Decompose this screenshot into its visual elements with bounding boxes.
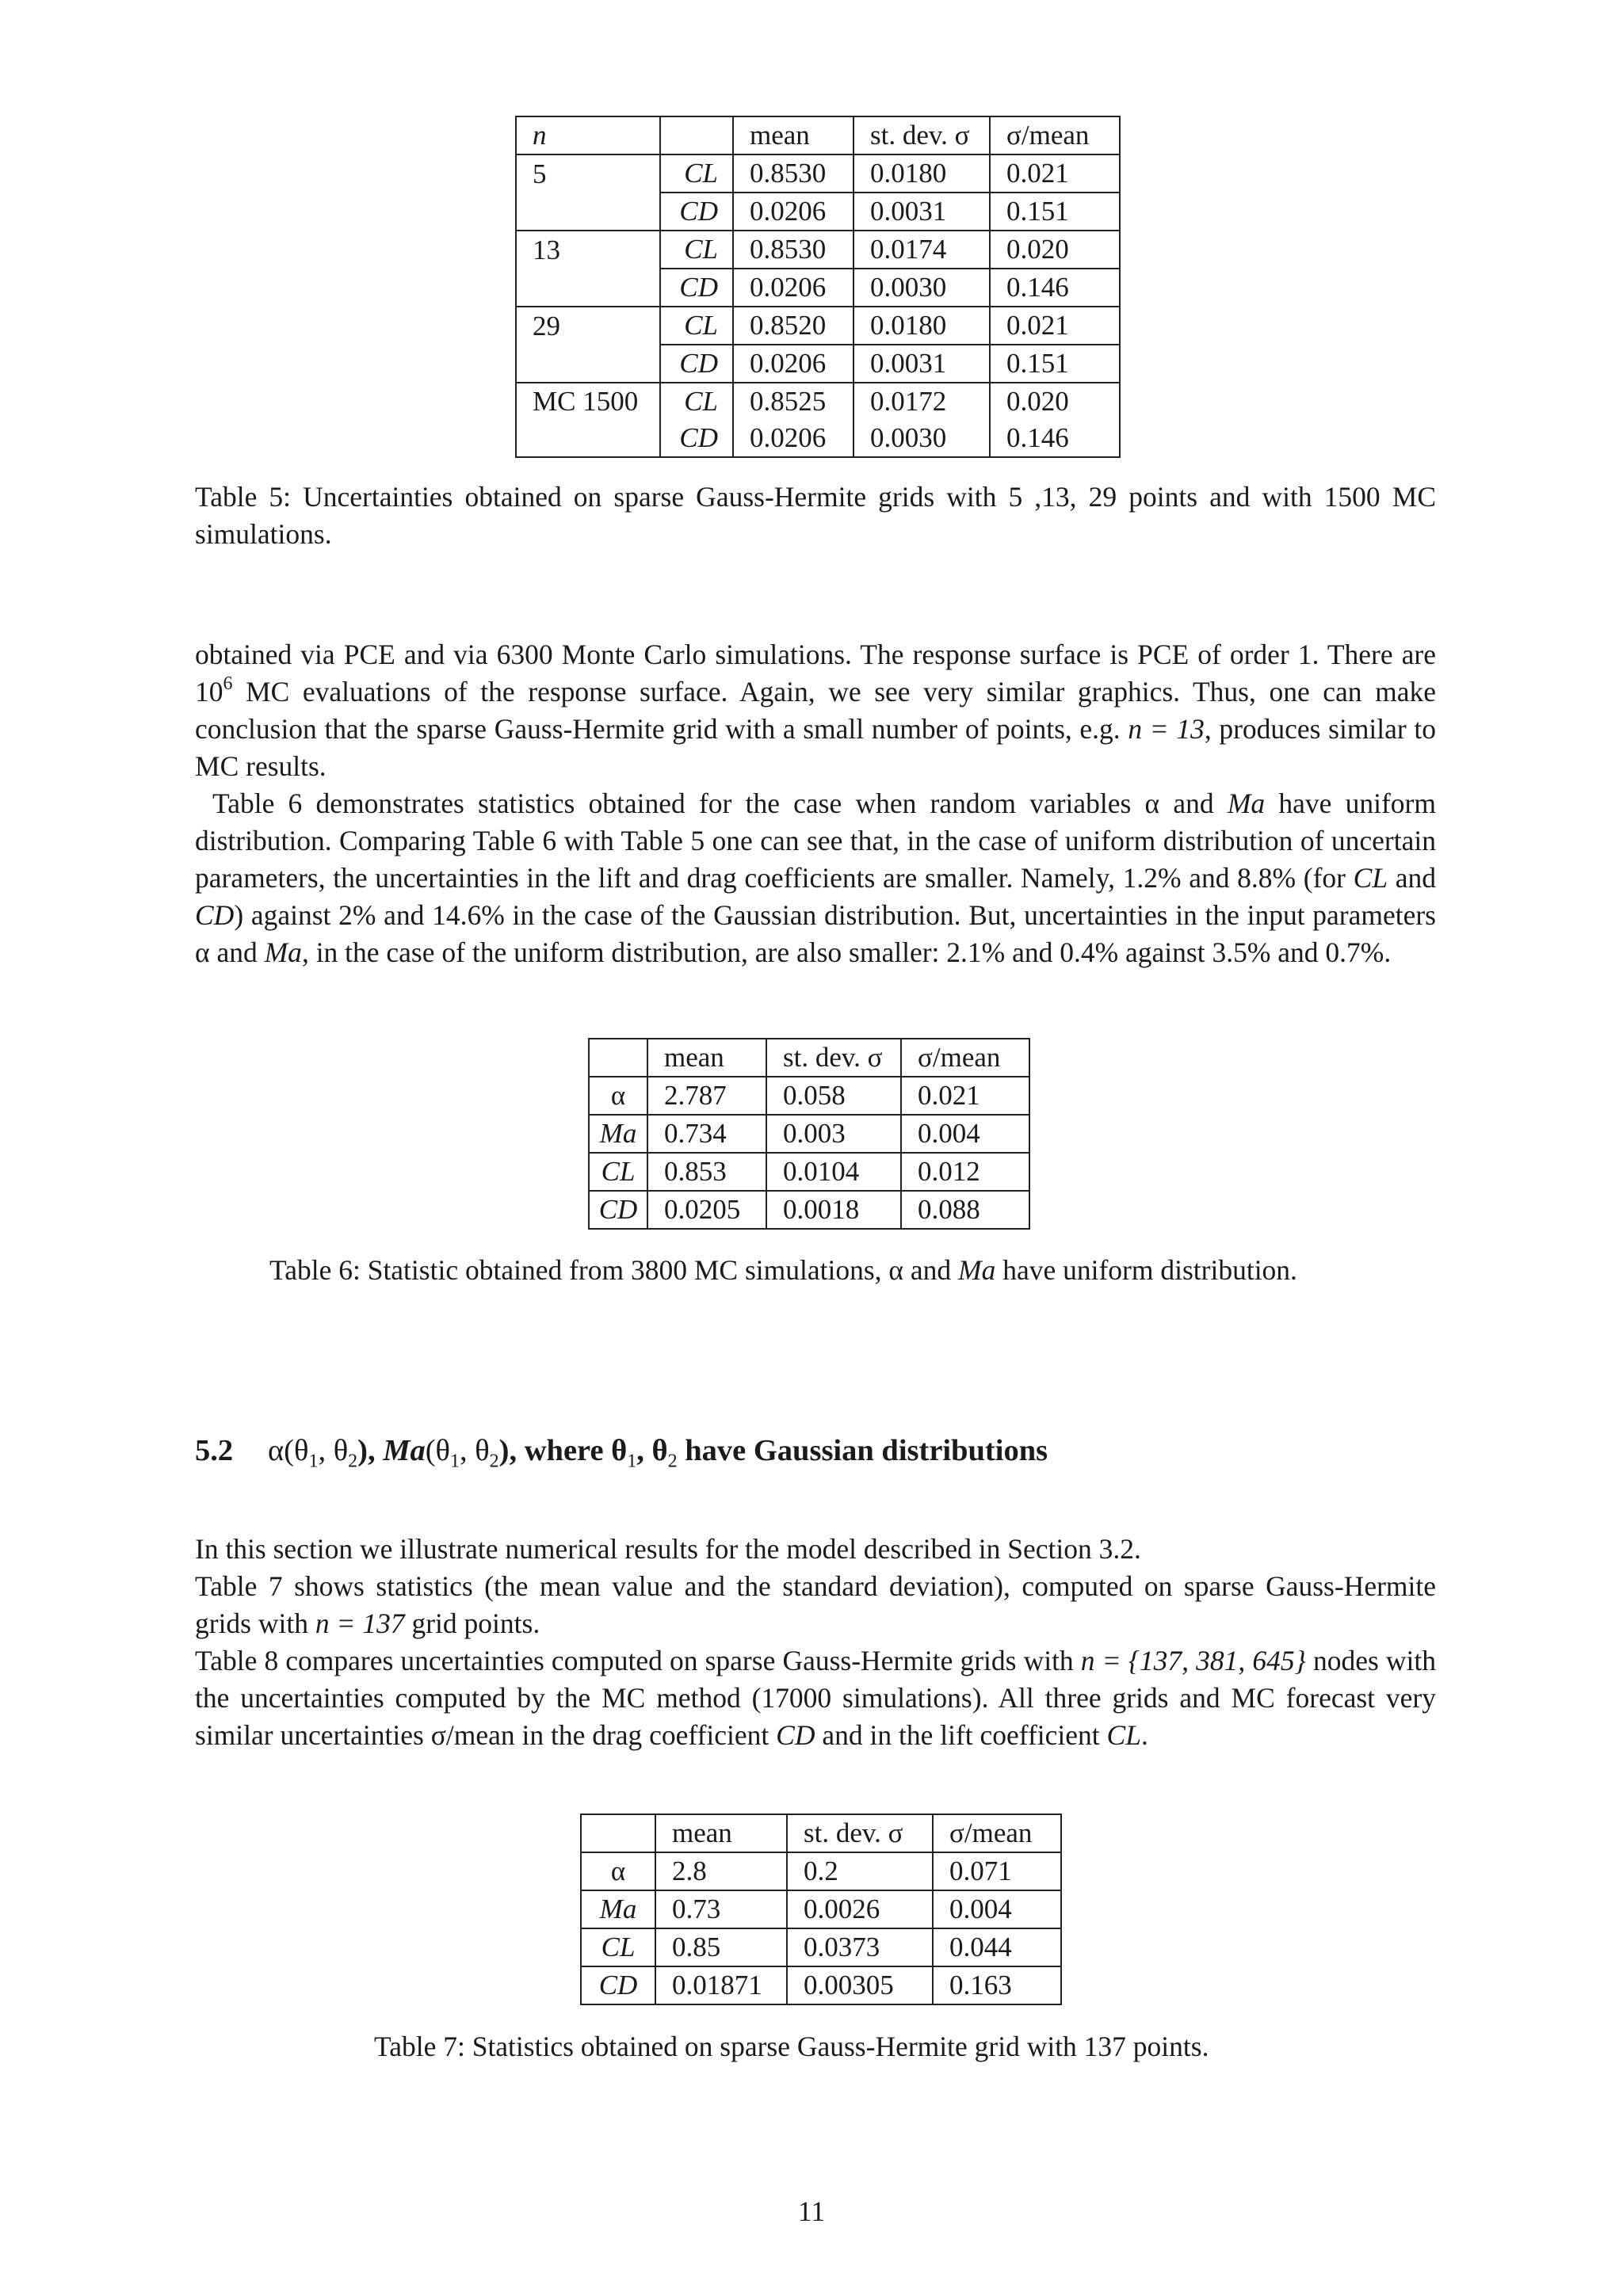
text-run: , θ (459, 1434, 490, 1467)
table-cell: 0.0031 (854, 345, 990, 383)
text-run: have Gaussian distributions (677, 1434, 1048, 1467)
table-header-cell: st. dev. σ (766, 1039, 901, 1077)
table-cell: 0.0206 (733, 193, 854, 231)
table-cell: Ma (589, 1115, 647, 1153)
table-cell: 0.0026 (787, 1890, 933, 1928)
paragraph: In this section we illustrate numerical results for the model described in Section 3.2. (195, 1533, 1141, 1565)
table-6 (588, 1038, 1030, 1230)
table-cell: 0.0206 (733, 420, 854, 457)
table-header-row (589, 1039, 1029, 1077)
table-cell: 0.0206 (733, 345, 854, 383)
table-header-cell: n (516, 116, 660, 154)
math-inline: CD (776, 1719, 815, 1751)
page-number: 11 (797, 2195, 826, 2227)
table-cell: 0.151 (990, 345, 1120, 383)
text-run: α(θ (268, 1434, 309, 1467)
table-row (581, 1890, 1061, 1928)
text-run: have uniform distribution. (995, 1254, 1297, 1286)
table-row (516, 345, 1120, 383)
table-5-caption: Table 5: Uncertainties obtained on sparse Gauss-Hermite grids with 5 ,13, 29 points and with 1500 MC simulations. (195, 481, 1436, 550)
table-row (581, 1852, 1061, 1890)
table-cell: 0.021 (990, 307, 1120, 345)
table-cell: 0.00305 (787, 1966, 933, 2004)
table-cell: 0.8525 (733, 383, 854, 420)
table-cell: CD (660, 269, 733, 307)
table-cell: 29 (516, 307, 660, 345)
text-run: Table 7 shows statistics (the mean value and the standard deviation), computed on sparse Gauss-Hermite grids with (195, 1570, 1436, 1639)
table-cell: 0.0373 (787, 1928, 933, 1966)
text-run: Table 6 demonstrates statistics obtained for the case when random variables α and (212, 788, 1228, 819)
table-cell: CL (660, 307, 733, 345)
table-header-cell (589, 1039, 647, 1077)
math-inline: CL (1353, 862, 1388, 894)
paragraph (195, 1642, 1436, 1754)
table-cell: 0.146 (990, 269, 1120, 307)
table-cell: CL (589, 1153, 647, 1191)
table-cell: 0.012 (901, 1153, 1029, 1191)
table-cell: 0.071 (933, 1852, 1061, 1890)
text-run: , θ (636, 1434, 668, 1467)
table-cell: 0.021 (901, 1077, 1029, 1115)
table-cell: 0.0104 (766, 1153, 901, 1191)
table-cell: 2.8 (655, 1852, 787, 1890)
text-run: , produces similar to MC results. (195, 713, 1436, 782)
table-header-cell: σ/mean (901, 1039, 1029, 1077)
text-run: have uniform distribution. Comparing Table 6 with Table 5 one can see that, in the case of uniform distribution of uncertain parameters, the uncertainties in the lift and drag coefficients are smaller. Namely, 1.2% and 8.8% (for (195, 788, 1436, 894)
table-header-row (516, 116, 1120, 154)
table-cell: 0.853 (647, 1153, 766, 1191)
table-cell: 0.0030 (854, 269, 990, 307)
math-inline: Ma (1227, 788, 1266, 819)
table-cell: α (589, 1077, 647, 1115)
math-inline: CL (1106, 1719, 1141, 1751)
table-cell: CL (581, 1928, 655, 1966)
table-cell: 0.020 (990, 383, 1120, 420)
table-cell: 0.2 (787, 1852, 933, 1890)
table-cell: 0.0030 (854, 420, 990, 457)
table-cell: 0.003 (766, 1115, 901, 1153)
superscript: 6 (223, 673, 233, 695)
table-cell: 0.8530 (733, 231, 854, 269)
math-inline: CD (195, 899, 235, 931)
table-cell: 0.020 (990, 231, 1120, 269)
table-cell: 0.088 (901, 1191, 1029, 1229)
math-inline: Ma (264, 936, 302, 968)
subscript: 1 (627, 1451, 637, 1472)
math-inline: n = 13 (1128, 713, 1205, 745)
math-inline: Ma (958, 1254, 996, 1286)
table-cell: CD (660, 193, 733, 231)
body-text-block-1 (195, 636, 1436, 971)
text-run: and (1388, 862, 1436, 894)
table-row (516, 231, 1120, 269)
table-cell: 0.004 (901, 1115, 1029, 1153)
table-cell: CL (660, 231, 733, 269)
text-run: , in the case of the uniform distribution, are also smaller: 2.1% and 0.4% against 3.5% and 0.7%. (301, 936, 1392, 968)
table-cell: 0.0174 (854, 231, 990, 269)
table-cell: 0.0205 (647, 1191, 766, 1229)
text-run: (θ (425, 1434, 450, 1467)
table-cell: 0.044 (933, 1928, 1061, 1966)
table-header-cell: mean (733, 116, 854, 154)
table-cell: 0.85 (655, 1928, 787, 1966)
text-run: , θ (318, 1434, 349, 1467)
table-cell: CL (660, 383, 733, 420)
table-cell: CD (589, 1191, 647, 1229)
text-run: nodes with the uncertainties computed by the MC method (17000 simulations). All three grids and MC forecast very similar uncertainties σ/mean in the drag coefficient (195, 1645, 1436, 1751)
table-header-cell: mean (655, 1814, 787, 1852)
table-cell: 0.163 (933, 1966, 1061, 2004)
table-cell: MC 1500 (516, 383, 660, 420)
table-header-cell (660, 116, 733, 154)
table-row (516, 154, 1120, 193)
section-number: 5.2 (195, 1434, 234, 1467)
table-header-cell: st. dev. σ (787, 1814, 933, 1852)
text-run: grid points. (404, 1608, 540, 1639)
table-row (516, 193, 1120, 231)
math-inline: n = 137 (315, 1608, 405, 1639)
text-run: obtained via PCE and via 6300 Monte Carlo simulations. The response surface is PCE of order 1. There are 10 (195, 639, 1436, 707)
table-cell: CL (660, 154, 733, 193)
table-cell: α (581, 1852, 655, 1890)
table-7-caption: Table 7: Statistics obtained on sparse Gauss-Hermite grid with 137 points. (374, 2031, 1209, 2062)
table-row (516, 383, 1120, 420)
table-cell: 0.021 (990, 154, 1120, 193)
table-5-caption-block (195, 479, 1436, 553)
table-cell: 0.0180 (854, 307, 990, 345)
table-cell (516, 269, 660, 307)
table-cell (516, 345, 660, 383)
subscript: 2 (489, 1451, 499, 1472)
table-cell: 0.0180 (854, 154, 990, 193)
text-run: and in the lift coefficient (815, 1719, 1107, 1751)
subscript: 1 (449, 1451, 460, 1472)
paragraph (195, 1568, 1436, 1642)
table-cell: 0.0031 (854, 193, 990, 231)
table-cell: 0.0018 (766, 1191, 901, 1229)
table-6-caption (269, 1252, 1297, 1289)
table-header-row (581, 1814, 1061, 1852)
text-run: MC evaluations of the response surface. Again, we see very similar graphics. Thus, one can make conclusion that the sparse Gauss-Hermite grid with a small number of points, e.g. (195, 676, 1436, 745)
table-cell (516, 420, 660, 457)
table-7 (580, 1814, 1062, 2005)
text-run: Table 8 compares uncertainties computed on sparse Gauss-Hermite grids with (195, 1645, 1081, 1676)
table-row (589, 1153, 1029, 1191)
table-cell: 2.787 (647, 1077, 766, 1115)
table-cell (516, 193, 660, 231)
table-cell: 0.01871 (655, 1966, 787, 2004)
table-cell: 0.73 (655, 1890, 787, 1928)
table-header-cell (581, 1814, 655, 1852)
text-run: ), (357, 1434, 384, 1467)
subscript: 2 (667, 1451, 678, 1472)
table-cell: CD (660, 420, 733, 457)
table-row (516, 269, 1120, 307)
body-text-block-2 (195, 1531, 1436, 1754)
table-cell: 13 (516, 231, 660, 269)
table-cell: CD (660, 345, 733, 383)
table-row (581, 1928, 1061, 1966)
text-run: Table 6: Statistic obtained from 3800 MC simulations, α and (269, 1254, 959, 1286)
table-cell: 0.8530 (733, 154, 854, 193)
math-inline: Ma (383, 1434, 426, 1467)
paragraph (195, 636, 1436, 785)
table-row (516, 420, 1120, 457)
table-header-cell: st. dev. σ (854, 116, 990, 154)
table-row (589, 1191, 1029, 1229)
math-inline: n = {137, 381, 645} (1080, 1645, 1306, 1676)
table-row (516, 307, 1120, 345)
table-5 (515, 116, 1121, 458)
table-cell: 0.0172 (854, 383, 990, 420)
text-run: ), where θ (498, 1434, 628, 1467)
paragraph (195, 785, 1436, 971)
table-cell: 0.058 (766, 1077, 901, 1115)
table-row (589, 1077, 1029, 1115)
table-cell: 5 (516, 154, 660, 193)
table-cell: 0.8520 (733, 307, 854, 345)
table-cell: 0.734 (647, 1115, 766, 1153)
table-cell: 0.151 (990, 193, 1120, 231)
table-row (581, 1966, 1061, 2004)
table-header-cell: σ/mean (933, 1814, 1061, 1852)
subscript: 2 (348, 1451, 358, 1472)
table-cell: CD (581, 1966, 655, 2004)
table-cell: 0.0206 (733, 269, 854, 307)
table-cell: 0.004 (933, 1890, 1061, 1928)
section-heading (195, 1431, 1048, 1470)
subscript: 1 (308, 1451, 319, 1472)
text-run: ) against 2% and 14.6% in the case of the Gaussian distribution. But, uncertainties in the input parameters α and (195, 899, 1436, 968)
table-row (589, 1115, 1029, 1153)
text-run: . (1140, 1719, 1148, 1751)
table-header-cell: σ/mean (990, 116, 1120, 154)
table-header-cell: mean (647, 1039, 766, 1077)
table-cell: Ma (581, 1890, 655, 1928)
table-cell: 0.146 (990, 420, 1120, 457)
